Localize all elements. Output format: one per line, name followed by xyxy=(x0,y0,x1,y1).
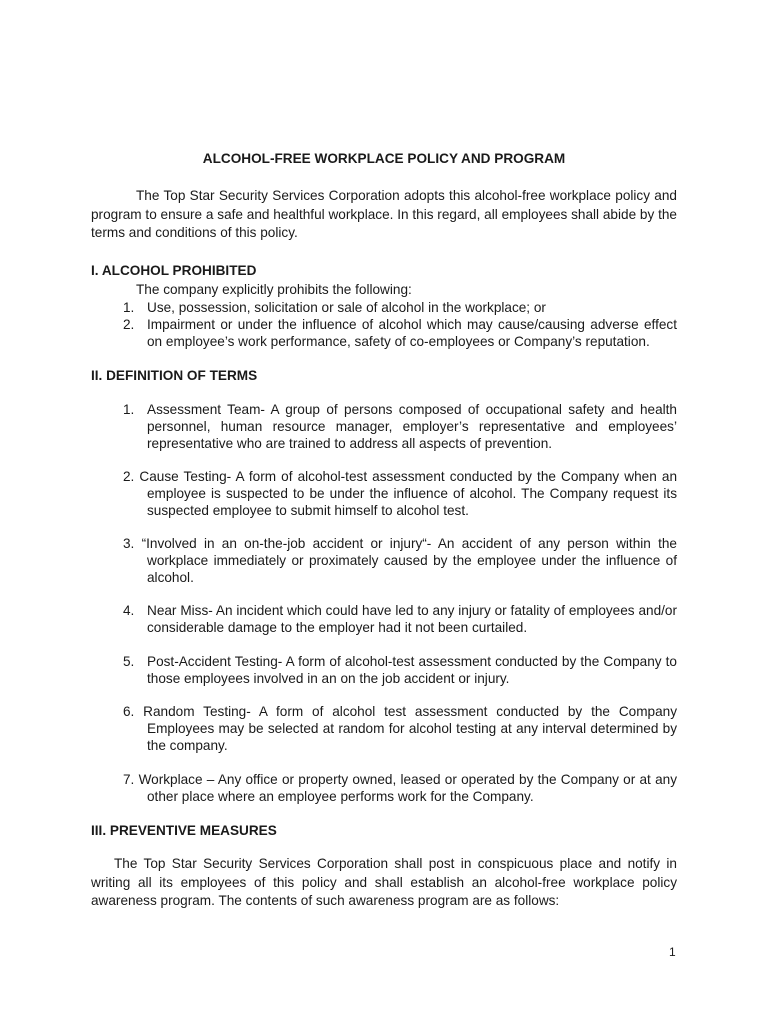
list-number: 1. xyxy=(123,402,135,417)
definition-item xyxy=(123,653,677,687)
list-item xyxy=(123,316,677,350)
document-title: ALCOHOL-FREE WORKPLACE POLICY AND PROGRAM xyxy=(202,151,566,166)
section3-paragraph xyxy=(91,855,677,911)
section-heading-definition-of-terms: II. DEFINITION OF TERMS xyxy=(91,368,258,383)
definition-item: 7. Workplace – Any office or property owned, leased or operated by the Company or at any other place where an employee performs work for the Company. xyxy=(123,772,677,804)
intro-paragraph xyxy=(91,187,677,243)
intro-text: The Top Star Security Services Corporation adopts this alcohol-free workplace policy and program to ensure a safe and healthful workplace. In this regard, all employees shall abide by the terms and conditions of this policy. xyxy=(91,188,677,240)
definition-item: 3. “Involved in an on-the-job accident or injury“- An accident of any person within the workplace immediately or proximately caused by the employee under the influence of alcohol. xyxy=(123,536,677,585)
list-text: Use, possession, solicitation or sale of alcohol in the workplace; or xyxy=(147,300,546,315)
section-heading-preventive-measures: III. PREVENTIVE MEASURES xyxy=(91,823,277,838)
definition-text: Near Miss- An incident which could have led to any injury or fatality of employees and/or considerable damage to the employer had it not been curtailed. xyxy=(147,603,677,635)
list-text: Impairment or under the influence of alcohol which may cause/causing adverse effect on employee’s work performance, safety of co-employees or Company’s reputation. xyxy=(147,317,677,349)
page-number: 1 xyxy=(669,945,676,959)
definition-text: Post-Accident Testing- A form of alcohol-test assessment conducted by the Company to those employees involved in an on the job accident or injury. xyxy=(147,654,677,686)
list-number: 4. xyxy=(123,603,135,618)
definition-item: 6. Random Testing- A form of alcohol test assessment conducted by the Company Employees may be selected at random for alcohol testing at any interval determined by the company. xyxy=(123,704,677,753)
list-number: 1. xyxy=(123,300,135,315)
definition-item xyxy=(123,401,677,452)
list-number: 2. xyxy=(123,317,135,332)
section1-lead: The company explicitly prohibits the following: xyxy=(136,282,412,297)
definition-text: Assessment Team- A group of persons composed of occupational safety and health personnel, human resource manager, employer’s representative and employees’ representative who are trained to address all aspects of prevention. xyxy=(147,402,677,451)
section3-text: The Top Star Security Services Corporation shall post in conspicuous place and notify in writing all its employees of this policy and shall establish an alcohol-free workplace policy awareness program. The contents of such awareness program are as follows: xyxy=(91,856,677,908)
list-number: 5. xyxy=(123,654,135,669)
section-heading-alcohol-prohibited: I. ALCOHOL PROHIBITED xyxy=(91,263,257,278)
list-item xyxy=(123,299,677,316)
definition-item: 2. Cause Testing- A form of alcohol-test assessment conducted by the Company when an employee is suspected to be under the influence of alcohol. The Company request its suspected employee to submit himself to alcohol test. xyxy=(123,469,677,518)
definition-item xyxy=(123,602,677,636)
